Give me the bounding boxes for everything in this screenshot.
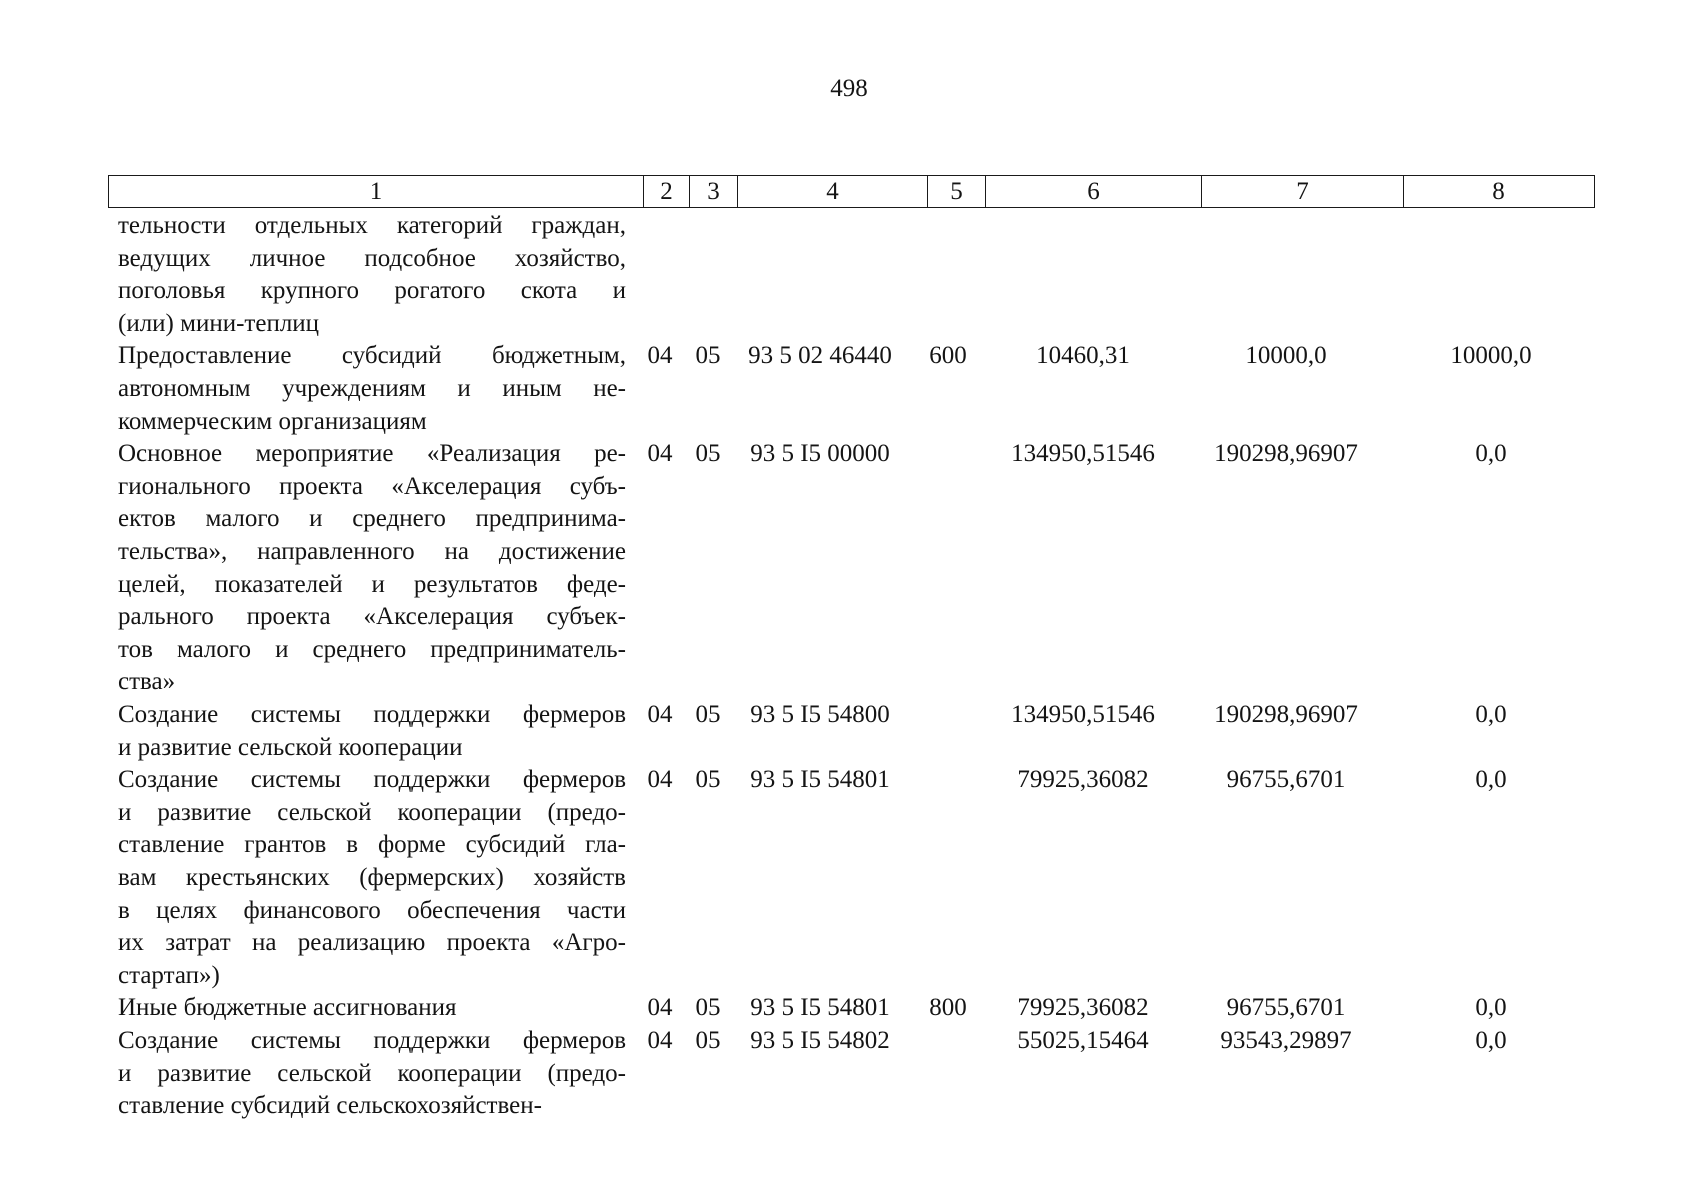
cell-col-7: 190298,96907: [1214, 440, 1358, 468]
cell-col-7: 93543,29897: [1220, 1026, 1352, 1054]
description-line: вам крестьянских (фермерских) хозяйств: [118, 863, 626, 891]
row-description: [118, 992, 626, 1025]
cell-col-8: 0,0: [1475, 700, 1507, 728]
description-line: ставление субсидий сельскохозяйствен-: [118, 1092, 542, 1120]
cell-col-4: 93 5 I5 54802: [750, 1026, 890, 1054]
cell-col-2: 04: [647, 342, 673, 370]
row-description: [118, 764, 626, 992]
description-line: их затрат на реализацию проекта «Агро-: [118, 929, 626, 957]
cell-col-3: 05: [695, 766, 721, 794]
row-description: [118, 699, 626, 764]
cell-col-3: 05: [695, 342, 721, 370]
table-header: [108, 175, 1595, 208]
header-col-3: 3: [689, 176, 737, 207]
cell-col-6: 134950,51546: [1011, 700, 1155, 728]
description-line: Создание системы поддержки фермеров: [118, 766, 626, 794]
description-line: Основное мероприятие «Реализация ре-: [118, 440, 626, 468]
cell-col-7: 96755,6701: [1226, 994, 1346, 1022]
cell-col-2: 04: [647, 700, 673, 728]
cell-col-8: 0,0: [1475, 1026, 1507, 1054]
cell-col-6: 79925,36082: [1017, 766, 1149, 794]
cell-col-3: 05: [695, 1026, 721, 1054]
description-line: автономным учреждениям и иным не-: [118, 374, 626, 402]
description-line: рального проекта «Акселерация субъек-: [118, 603, 626, 631]
description-line: целей, показателей и результатов феде-: [118, 570, 626, 598]
header-col-8: 8: [1403, 176, 1593, 207]
description-line: в целях финансового обеспечения части: [118, 896, 626, 924]
description-line: стартап»): [118, 961, 220, 989]
cell-col-6: 134950,51546: [1011, 440, 1155, 468]
description-line: (или) мини-теплиц: [118, 309, 320, 337]
description-line: Создание системы поддержки фермеров: [118, 1026, 626, 1054]
row-description: [118, 438, 626, 699]
row-description: [118, 340, 626, 438]
description-line: и развитие сельской кооперации: [118, 733, 463, 761]
cell-col-3: 05: [695, 994, 721, 1022]
table-row: [0, 764, 1698, 992]
description-line: ведущих личное подсобное хозяйство,: [118, 244, 626, 272]
description-line: ства»: [118, 668, 176, 696]
cell-col-7: 10000,0: [1245, 342, 1327, 370]
description-line: тельства», направленного на достижение: [118, 537, 626, 565]
description-line: Предоставление субсидий бюджетным,: [118, 342, 626, 370]
cell-col-5: 600: [929, 342, 967, 370]
table-row: [0, 340, 1698, 438]
cell-col-5: 800: [929, 994, 967, 1022]
cell-col-2: 04: [647, 1026, 673, 1054]
header-col-1: 1: [369, 178, 383, 205]
cell-col-7: 96755,6701: [1226, 766, 1346, 794]
header-col-5: 5: [927, 176, 985, 207]
cell-col-8: 10000,0: [1450, 342, 1532, 370]
cell-col-8: 0,0: [1475, 440, 1507, 468]
cell-col-4: 93 5 02 46440: [748, 342, 892, 370]
description-line: гионального проекта «Акселерация субъ-: [118, 472, 626, 500]
description-line: Иные бюджетные ассигнования: [118, 994, 457, 1022]
cell-col-6: 79925,36082: [1017, 994, 1149, 1022]
description-line: и развитие сельской кооперации (предо-: [118, 1059, 626, 1087]
cell-col-2: 04: [647, 766, 673, 794]
table-row: [0, 992, 1698, 1025]
cell-col-4: 93 5 I5 00000: [750, 440, 890, 468]
cell-col-4: 93 5 I5 54801: [750, 994, 890, 1022]
description-line: ставление грантов в форме субсидий гла-: [118, 831, 626, 859]
cell-col-8: 0,0: [1475, 994, 1507, 1022]
description-line: поголовья крупного рогатого скота и: [118, 277, 626, 305]
cell-col-2: 04: [647, 994, 673, 1022]
cell-col-7: 190298,96907: [1214, 700, 1358, 728]
cell-col-6: 55025,15464: [1017, 1026, 1149, 1054]
table-body: [0, 210, 1698, 1123]
cell-col-2: 04: [647, 440, 673, 468]
table-row: [0, 210, 1698, 340]
description-line: коммерческим организациям: [118, 407, 427, 435]
cell-col-6: 10460,31: [1036, 342, 1130, 370]
table-row: [0, 1025, 1698, 1123]
description-line: Создание системы поддержки фермеров: [118, 700, 626, 728]
cell-col-8: 0,0: [1475, 766, 1507, 794]
description-line: ектов малого и среднего предпринима-: [118, 505, 626, 533]
header-col-6: 6: [985, 176, 1201, 207]
cell-col-3: 05: [695, 440, 721, 468]
cell-col-4: 93 5 I5 54800: [750, 700, 890, 728]
header-col-2: 2: [643, 176, 689, 207]
header-col-4: 4: [737, 176, 927, 207]
header-col-7: 7: [1201, 176, 1403, 207]
description-line: и развитие сельской кооперации (предо-: [118, 798, 626, 826]
page-number: 498: [830, 75, 868, 102]
description-line: тельности отдельных категорий граждан,: [118, 212, 626, 239]
description-line: тов малого и среднего предприниматель-: [118, 635, 626, 663]
row-description: [118, 1025, 626, 1123]
cell-col-3: 05: [695, 700, 721, 728]
cell-col-4: 93 5 I5 54801: [750, 766, 890, 794]
row-description: [118, 210, 626, 340]
table-row: [0, 699, 1698, 764]
table-row: [0, 438, 1698, 699]
